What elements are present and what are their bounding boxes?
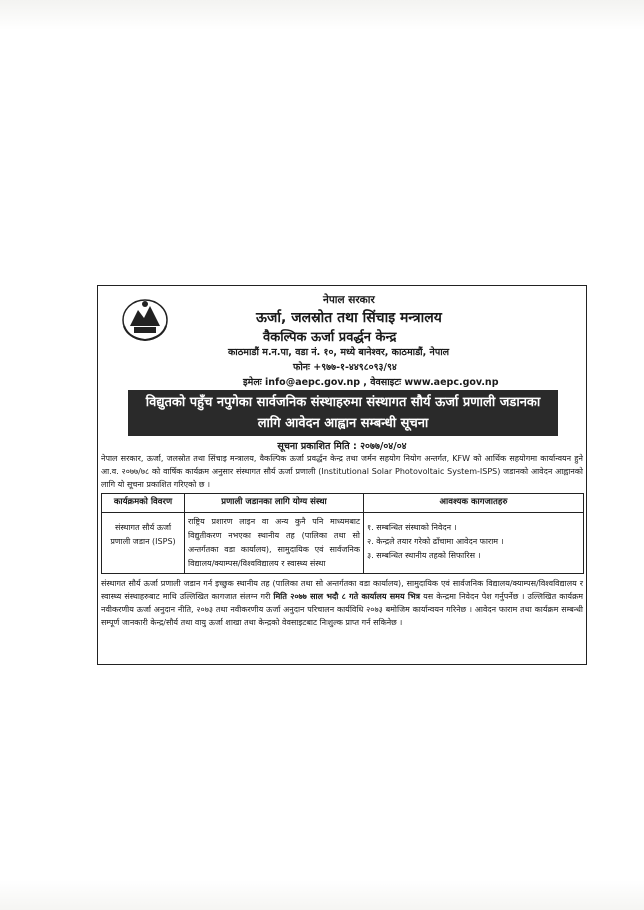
table-row — [102, 513, 584, 574]
table-header: आवश्यक कागजातहरु — [364, 494, 584, 513]
intro-paragraph: नेपाल सरकार, ऊर्जा, जलस्रोत तथा सिंचाइ मन्त्रालय, वैकल्पिक ऊर्जा प्रवर्द्धन केन्द्र तथा जर्मन सहयोग नियोग अन्तर्गत, KFW को आर्थिक सहयोगमा कार्यान्वयन हुने आ.व. २०७७/७८ को वार्षिक कार्यक्रम अनुसार संस्थागत सौर्य ऊर्जा प्रणाली (Institutional Solar Photovoltaic System-ISPS) जडानको आवेदन आह्वानको लागि यो सूचना प्रकाशित गरिएको छ । — [101, 454, 583, 489]
government-name: नेपाल सरकार — [323, 294, 375, 306]
document-item: ३. सम्बन्धित स्थानीय तहको सिफारिस । — [367, 551, 481, 560]
deadline-text: मिति २०७७ साल भदौ ८ गते कार्यालय समय भित्र — [273, 592, 421, 601]
notice-box — [97, 285, 587, 665]
eligible-cell: राष्ट्रिय प्रशारण लाइन वा अन्य कुनै पनि माध्यमबाट विद्युतीकरण नभएका स्थानीय तह (पालिका तथा सो अन्तर्गतका वडा कार्यालय), सामुदायिक एवं सार्वजनिक विद्यालय/क्याम्पस/विश्वविद्यालय र स्वास्थ्य संस्था — [185, 513, 364, 574]
document-item: १. सम्बन्धित संस्थाको निवेदन । — [367, 523, 457, 532]
requirements-table — [101, 493, 584, 574]
address: काठमाडौं म.न.पा, वडा नं. १०, मध्ये बानेश्वर, काठमाडौं, नेपाल — [228, 347, 450, 358]
table-header: प्रणाली जडानका लागि योग्य संस्था — [185, 494, 364, 513]
published-date: सूचना प्रकाशित मिति : २०७७/०४/०४ — [277, 441, 407, 452]
notice-title: विद्युतको पहुँच नपुगेका सार्वजनिक संस्थाहरुमा संस्थागत सौर्य ऊर्जा प्रणाली जडानका लागि आवेदन आह्वान सम्बन्धी सूचना — [145, 395, 541, 431]
table-header: कार्यक्रमको विवरण — [102, 494, 185, 513]
ministry-name: ऊर्जा, जलस्रोत तथा सिंचाइ मन्त्रालय — [256, 310, 442, 326]
closing-text: यस केन्द्रमा निवेदन पेश गर्नुपर्नेछ । उल्लिखित कार्यक्रम नवीकरणीय ऊर्जा अनुदान नीति, २०७३ तथा नवीकरणीय ऊर्जा अनुदान परिचालन कार्यविधि २०७३ बमोजिम कार्यान्वयन गरिनेछ । आवेदन फाराम तथा कार्यक्रम सम्बन्धी सम्पूर्ण जानकारी केन्द्र/सौर्य तथा वायु ऊर्जा शाखा तथा केन्द्रको वेवसाइटबाट निःशुल्क प्राप्त गर्न सकिनेछ । — [101, 592, 583, 627]
notice-title-banner — [128, 390, 558, 436]
table-header-row — [102, 494, 584, 513]
closing-text: संस्थागत सौर्य ऊर्जा प्रणाली जडान गर्न इच्छुक स्थानीय तह (पालिका तथा सो अन्तर्गतका वडा कार्यालय), सामुदायिक एवं सार्वजनिक विद्यालय/क्याम्पस/विश्वविद्यालय र स्वास्थ्य संस्थाहरुबाट माथि उल्लिखित कागजात संलग्न गरी — [101, 579, 583, 601]
nepal-government-emblem-icon — [120, 296, 170, 342]
documents-cell — [364, 513, 584, 574]
centre-name: वैकल्पिक ऊर्जा प्रवर्द्धन केन्द्र — [263, 330, 397, 345]
phone: फोनः +९७७-१-४४९८०९३/९४ — [293, 362, 397, 373]
closing-paragraph — [101, 577, 583, 629]
email-website: इमेलः info@aepc.gov.np , वेवसाइटः www.aepc.gov.np — [243, 377, 499, 388]
program-cell: संस्थागत सौर्य ऊर्जा प्रणाली जडान (ISPS) — [102, 513, 185, 574]
document-item: २. केन्द्रले तयार गरेको ढाँचामा आवेदन फाराम । — [367, 537, 504, 546]
